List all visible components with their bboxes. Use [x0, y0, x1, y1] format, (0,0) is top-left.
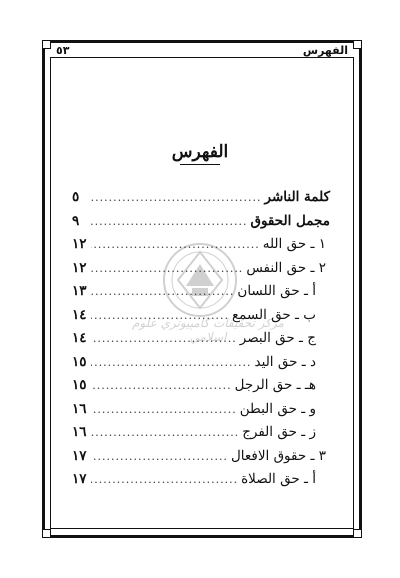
toc-dot-leader	[91, 257, 243, 281]
page-title: الفهرس	[171, 142, 229, 162]
toc-entry-label: د ـ حق اليد	[254, 353, 316, 370]
running-header	[50, 44, 354, 57]
toc-entry-page-number: ١٤	[72, 306, 87, 323]
toc-dot-leader	[91, 374, 232, 398]
toc-dot-leader	[91, 327, 237, 351]
toc-entry-label: ج ـ حق البصر	[239, 330, 316, 346]
toc-dot-leader	[91, 468, 238, 492]
toc-entry[interactable]	[72, 351, 330, 375]
toc-entry[interactable]	[72, 257, 330, 281]
toc-entry-page-number: ٩	[72, 212, 80, 229]
toc-entry[interactable]	[72, 327, 330, 351]
toc-dot-leader	[91, 398, 237, 422]
running-header-page-number: ٥٣	[56, 44, 70, 57]
toc-dot-leader	[91, 304, 229, 328]
toc-dot-leader	[91, 233, 260, 257]
toc-dot-leader	[91, 210, 247, 234]
toc-entry-page-number: ١٥	[72, 353, 87, 370]
table-of-contents	[72, 186, 330, 492]
toc-entry-label: أ ـ حق الصلاة	[241, 471, 316, 487]
toc-entry[interactable]	[72, 445, 330, 469]
toc-dot-leader	[91, 186, 262, 210]
toc-entry-label: مجمل الحقوق	[250, 212, 330, 229]
toc-entry[interactable]	[72, 210, 330, 234]
toc-entry-label: ب ـ حق السمع	[231, 306, 316, 323]
toc-dot-leader	[91, 421, 239, 445]
toc-entry-label: ٢ ـ حق النفس	[246, 259, 326, 276]
toc-entry-page-number: ١٢	[72, 259, 87, 276]
toc-entry-page-number: ١٣	[72, 283, 87, 299]
toc-dot-leader	[91, 351, 252, 375]
toc-entry-label: ١ ـ حق الله	[262, 236, 326, 252]
toc-entry-label: و ـ حق البطن	[239, 400, 316, 417]
toc-entry-label: ز ـ حق الفرج	[242, 424, 316, 440]
corner-ornament-top-right	[353, 40, 362, 49]
toc-entry-label: ٣ ـ حقوق الافعال	[230, 447, 326, 464]
toc-entry-page-number: ١٧	[72, 471, 87, 487]
toc-entry[interactable]	[72, 468, 330, 492]
toc-entry-label: هـ ـ حق الرجل	[234, 377, 316, 393]
toc-entry[interactable]	[72, 304, 330, 328]
toc-entry[interactable]	[72, 233, 330, 257]
running-header-title: الفهرس	[302, 44, 348, 57]
toc-entry-page-number: ١٢	[72, 236, 87, 252]
watermark-text: مركز تحقيقات كامپيوتري علوم اسلامي	[132, 316, 284, 344]
toc-dot-leader	[91, 280, 234, 304]
title-underline	[180, 164, 220, 165]
toc-entry[interactable]	[72, 280, 330, 304]
toc-entry-label: كلمة الناشر	[264, 189, 330, 205]
toc-entry[interactable]	[72, 398, 330, 422]
toc-entry-page-number: ٥	[72, 189, 80, 205]
toc-entry-page-number: ١٦	[72, 400, 87, 417]
toc-entry[interactable]	[72, 374, 330, 398]
corner-ornament-bottom-right	[353, 529, 362, 538]
toc-entry-page-number: ١٥	[72, 377, 87, 393]
toc-entry[interactable]	[72, 186, 330, 210]
toc-dot-leader	[91, 445, 228, 469]
toc-entry-page-number: ١٧	[72, 447, 87, 464]
corner-ornament-bottom-left	[42, 529, 51, 538]
toc-entry[interactable]	[72, 421, 330, 445]
toc-entry-page-number: ١٤	[72, 330, 87, 346]
toc-entry-label: أ ـ حق اللسان	[237, 283, 316, 299]
toc-entry-page-number: ١٦	[72, 424, 87, 440]
